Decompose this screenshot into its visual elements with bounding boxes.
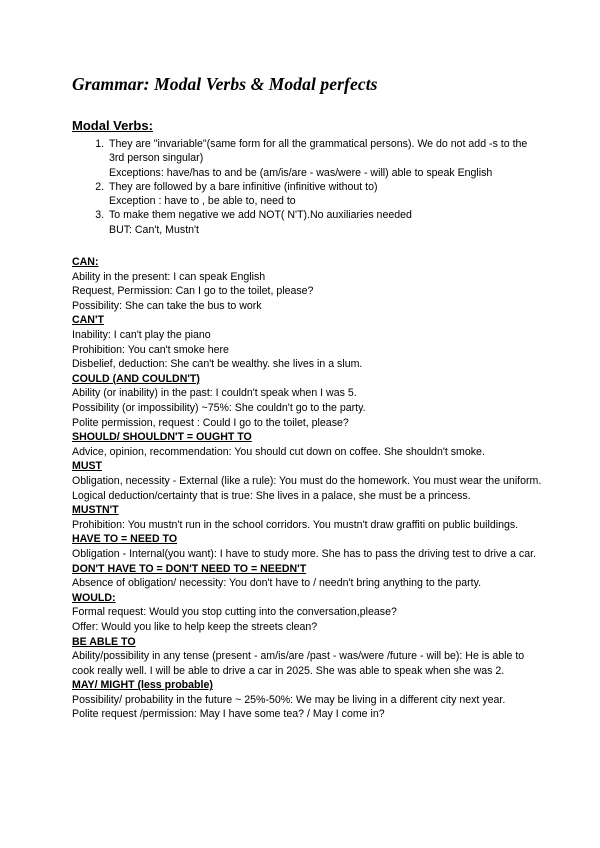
modal-verbs-list [72,137,542,237]
section-line: Absence of obligation/ necessity: You don't have to / needn't bring anything to the party. [72,577,482,590]
list-item-text: They are "invariable"(same form for all the grammatical persons). We do not add -s to the 3rd person singular) [109,138,528,165]
section-line: Offer: Would you like to help keep the streets clean? [72,620,318,633]
list-item-subtext: Exception : have to , be able to, need to [109,195,296,208]
modal-verbs-heading: Modal Verbs: [72,118,153,133]
section-line: Obligation - Internal(you want): I have to study more. She has to pass the driving test to drive a car. [72,547,537,560]
list-item-subtext: Exceptions: have/has to and be (am/is/are - was/were - will) able to speak English [109,166,493,179]
section-heading-should: SHOULD/ SHOULDN'T = OUGHT TO [72,431,252,444]
document-page [72,74,542,722]
section-heading-must: MUST [72,460,103,473]
list-item-text: They are followed by a bare infinitive (infinitive without to) [109,180,378,193]
section-line: Possibility: She can take the bus to work [72,299,262,312]
modal-sections [72,255,542,722]
section-line: Advice, opinion, recommendation: You should cut down on coffee. She shouldn't smoke. [72,445,485,458]
section-heading-would: WOULD: [72,591,116,604]
page-title: Grammar: Modal Verbs & Modal perfects [72,74,378,94]
section-line: Formal request: Would you stop cutting into the conversation,please? [72,606,397,619]
section-line: Possibility/ probability in the future ~ 25%-50%: We may be living in a different city next year. [72,693,506,706]
section-heading-could: COULD (AND COULDN'T) [72,372,200,385]
section-heading-dont-have-to: DON'T HAVE TO = DON'T NEED TO = NEEDN'T [72,562,307,575]
section-line: Request, Permission: Can I go to the toilet, please? [72,285,314,298]
section-line: Ability/possibility in any tense (present - am/is/are /past - was/were /future - will be): He is able to cook really well. I will be able to drive a car in 2025. She was able to speak when she was 2. [72,650,525,677]
section-heading-cant: CAN'T [72,314,104,327]
section-heading-mustnt: MUSTN'T [72,504,119,517]
section-heading-may-might: MAY/ MIGHT (less probable) [72,679,213,692]
list-item-text: To make them negative we add NOT( N'T).No auxiliaries needed [109,209,412,222]
list-item [107,208,542,237]
section-heading-be-able-to: BE ABLE TO [72,635,136,648]
section-line: Obligation, necessity - External (like a rule): You must do the homework. You must wear the uniform. [72,474,542,487]
section-heading-have-to: HAVE TO = NEED TO [72,533,178,546]
section-line: Polite request /permission: May I have some tea? / May I come in? [72,708,385,721]
section-heading-can: CAN: [72,256,99,269]
section-line: Possibility (or impossibility) ~75%: She couldn't go to the party. [72,402,366,415]
section-line: Prohibition: You mustn't run in the school corridors. You mustn't draw graffiti on public buildings. [72,518,519,531]
section-line: Prohibition: You can't smoke here [72,343,229,356]
list-item-subtext: BUT: Can't, Mustn't [109,223,199,236]
section-line: Logical deduction/certainty that is true: She lives in a palace, she must be a princess. [72,489,471,502]
section-line: Disbelief, deduction: She can't be wealthy. she lives in a slum. [72,358,363,371]
section-line: Ability (or inability) in the past: I couldn't speak when I was 5. [72,387,357,400]
section-line: Polite permission, request : Could I go to the toilet, please? [72,416,349,429]
section-line: Ability in the present: I can speak English [72,270,266,283]
list-item [107,137,542,180]
list-item [107,180,542,209]
section-line: Inability: I can't play the piano [72,329,211,342]
